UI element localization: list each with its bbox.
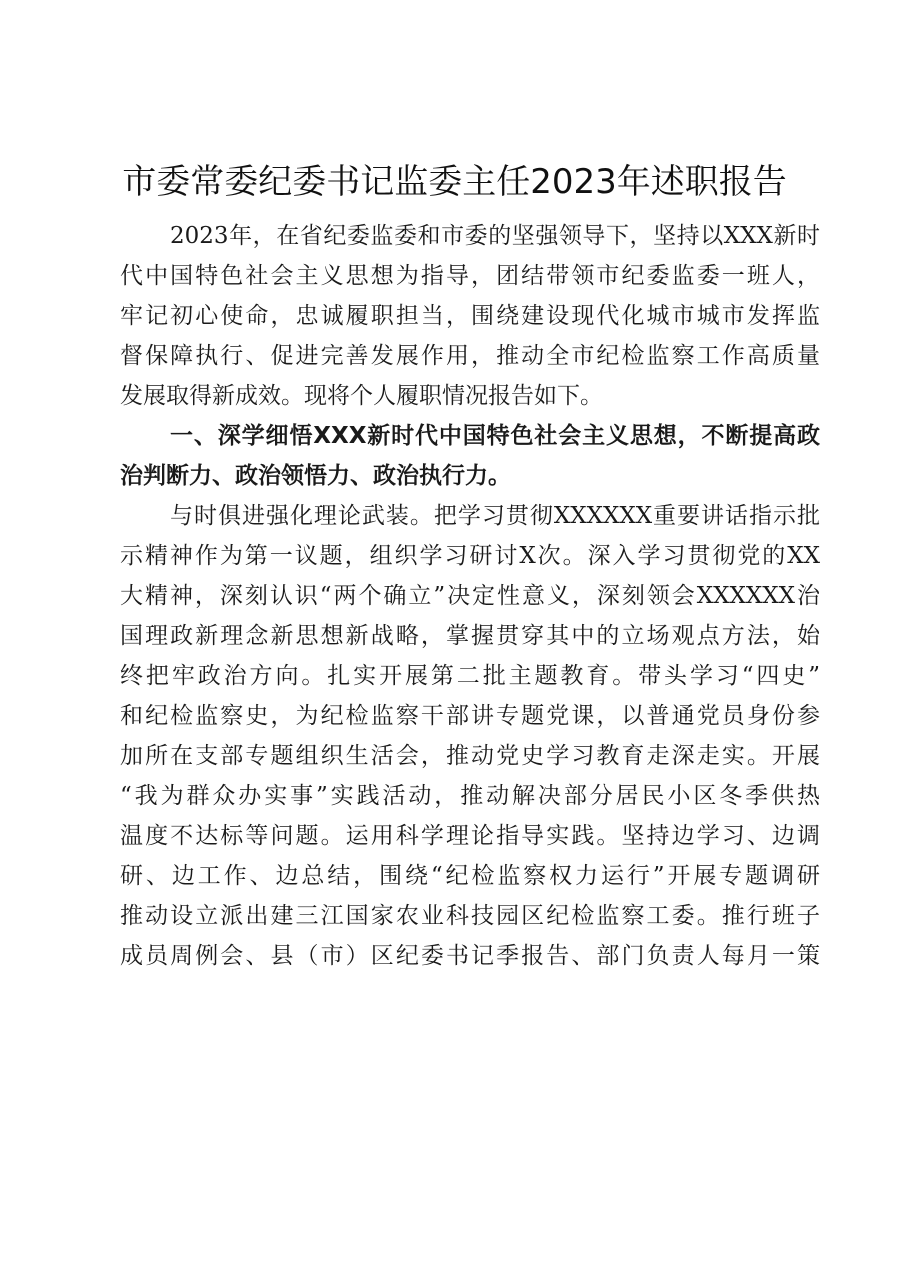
- text-line: 温度不达标等问题。运用科学理论指导实践。坚持边学习、边调: [120, 823, 820, 849]
- text-line: 推动设立派出建三江国家农业科技园区纪检监察工委。推行班子: [120, 903, 820, 929]
- text-line: 代中国特色社会主义思想为指导，团结带领市纪委监委一班人，: [120, 263, 820, 289]
- document-title: 市委常委纪委书记监委主任2023年述职报告: [122, 162, 787, 202]
- text-line: 2023年，在省纪委监委和市委的坚强领导下，坚持以XXX新时: [170, 223, 820, 249]
- heading-line: 治判断力、政治领悟力、政治执行力。: [120, 463, 511, 489]
- paragraph-intro: [120, 216, 820, 416]
- paragraph-theory: [120, 496, 820, 976]
- text-line: 发展取得新成效。现将个人履职情况报告如下。: [120, 383, 603, 409]
- text-line: 与时俱进强化理论武装。把学习贯彻XXXXXX重要讲话指示批: [170, 503, 820, 529]
- text-line: 研、边工作、边总结，围绕“纪检监察权力运行”开展专题调研: [120, 863, 820, 889]
- document-body: [120, 216, 820, 976]
- text-line: “我为群众办实事”实践活动，推动解决部分居民小区冬季供热: [120, 783, 820, 809]
- text-line: 成员周例会、县（市）区纪委书记季报告、部门负责人每月一策: [120, 943, 820, 969]
- text-line: 大精神，深刻认识“两个确立”决定性意义，深刻领会XXXXXX治: [120, 583, 820, 609]
- text-line: 示精神作为第一议题，组织学习研讨X次。深入学习贯彻党的XX: [120, 543, 820, 569]
- text-line: 和纪检监察史，为纪检监察干部讲专题党课，以普通党员身份参: [120, 703, 820, 729]
- heading-line: 一、深学细悟XXX新时代中国特色社会主义思想，不断提高政: [170, 423, 820, 449]
- text-line: 牢记初心使命，忠诚履职担当，围绕建设现代化城市城市发挥监: [120, 303, 820, 329]
- section-heading-1: [120, 416, 820, 496]
- text-line: 国理政新理念新思想新战略，掌握贯穿其中的立场观点方法，始: [120, 623, 820, 649]
- text-line: 督保障执行、促进完善发展作用，推动全市纪检监察工作高质量: [120, 343, 820, 369]
- text-line: 终把牢政治方向。扎实开展第二批主题教育。带头学习“四史”: [120, 663, 820, 689]
- text-line: 加所在支部专题组织生活会，推动党史学习教育走深走实。开展: [120, 743, 820, 769]
